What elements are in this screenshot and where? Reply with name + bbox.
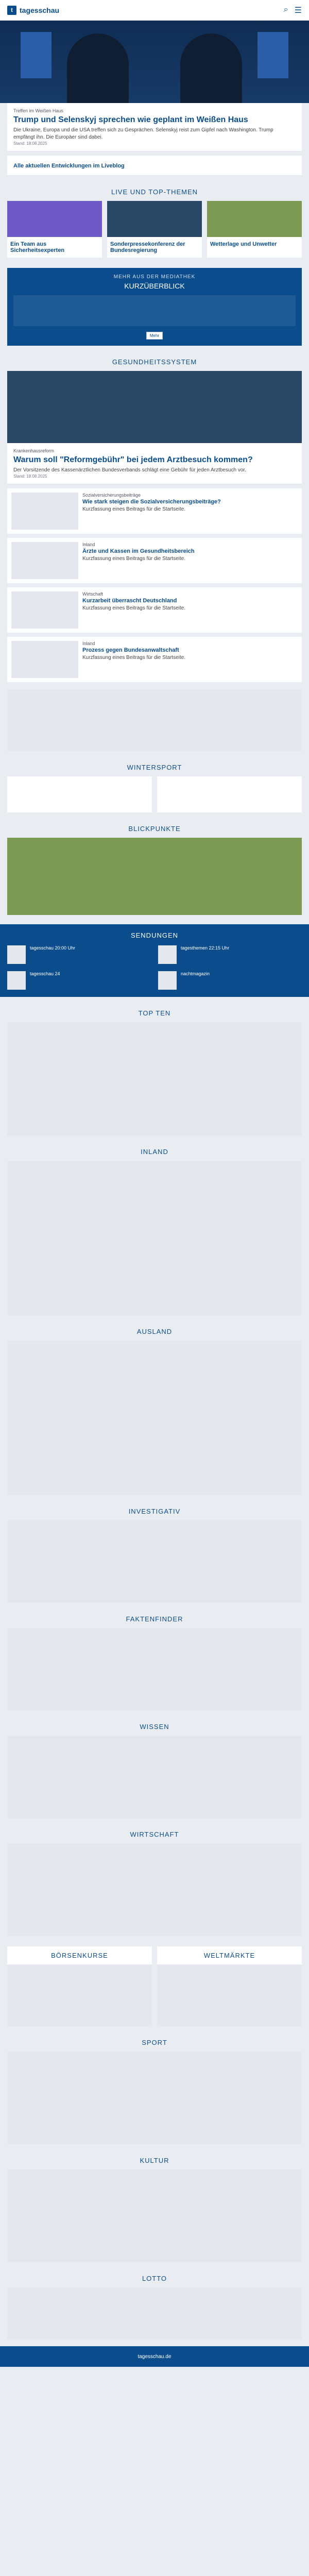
article-lead: Kurzfassung eines Beitrags für die Startseite. [82, 556, 186, 562]
weltmaerkte-box[interactable] [157, 1946, 302, 2026]
logo-icon: t [7, 6, 16, 15]
boersen-box[interactable] [7, 1946, 152, 2026]
article-lead: Kurzfassung eines Beitrags für die Startseite. [82, 655, 186, 660]
sendung-item[interactable] [7, 971, 151, 990]
wintersport-tile[interactable] [157, 776, 302, 812]
hero-lead: Die Ukraine, Europa und die USA treffen sich zu Gesprächen. Selenskyj reist zum Gipfel nach Washington. Trump empfängt ihn. Die Europäer sind dabei. [13, 127, 273, 140]
section-heading: INLAND [141, 1148, 168, 1156]
article-title[interactable]: Kurzarbeit überrascht Deutschland [82, 598, 177, 604]
menu-icon[interactable]: ☰ [294, 6, 302, 15]
article-dachzeile: Sozialversicherungsbeiträge [82, 493, 141, 498]
article-title[interactable]: Prozess gegen Bundesanwaltschaft [82, 647, 179, 653]
live-tile-label: Sonderpressekonferenz der Bundesregierung [110, 241, 185, 253]
gesundheit-card[interactable] [7, 371, 302, 484]
article-item[interactable] [7, 587, 302, 633]
article-item[interactable] [7, 637, 302, 682]
article-title[interactable]: Wie stark steigen die Sozialversicherungsbeiträge? [82, 499, 221, 505]
person-right [180, 33, 242, 103]
ticker-title: KURZÜBERBLICK [124, 282, 185, 290]
article-lead: Kurzfassung eines Beitrags für die Startseite. [82, 605, 186, 611]
article-item[interactable] [7, 488, 302, 534]
investigativ-list[interactable] [7, 1520, 302, 1603]
live-tile[interactable] [107, 201, 202, 258]
live-tile[interactable] [7, 201, 102, 258]
lotto-box[interactable] [7, 2287, 302, 2339]
live-thumb [107, 201, 202, 237]
live-thumb [207, 201, 302, 237]
article-thumb [11, 493, 78, 530]
ad-placeholder [7, 689, 302, 751]
article-dachzeile: Inland [82, 641, 95, 646]
flag-right [258, 32, 288, 78]
section-heading: SPORT [142, 2039, 167, 2046]
gesundheit-dachzeile: Krankenhausreform [13, 448, 55, 453]
article-thumb [11, 641, 78, 678]
article-dachzeile: Inland [82, 542, 95, 547]
section-heading: WIRTSCHAFT [130, 1831, 179, 1838]
section-heading: BLICKPUNKTE [128, 825, 181, 833]
liveblog-banner[interactable] [7, 156, 302, 176]
ticker-box [7, 268, 302, 346]
sendung-item[interactable] [158, 945, 302, 964]
boersen-heading: BÖRSENKURSE [51, 1952, 108, 1959]
flag-left [21, 32, 52, 78]
person-left [67, 33, 129, 103]
live-heading: LIVE UND TOP-THEMEN [111, 188, 198, 196]
logo-text: tagesschau [20, 6, 60, 14]
article-title[interactable]: Ärzte und Kassen im Gesundheitsbereich [82, 548, 195, 554]
wintersport-tile[interactable] [7, 776, 152, 812]
kultur-list[interactable] [7, 2170, 302, 2262]
section-heading: LOTTO [142, 2275, 167, 2282]
sendung-thumb [158, 971, 177, 990]
article-thumb [11, 542, 78, 579]
sport-list[interactable] [7, 2052, 302, 2144]
live-tile-label: Ein Team aus Sicherheitsexperten [10, 241, 65, 253]
section-heading: WISSEN [140, 1723, 169, 1731]
hero-dachzeile: Treffen im Weißen Haus [13, 108, 63, 113]
sendung-thumb [7, 971, 26, 990]
inland-list[interactable] [7, 1161, 302, 1315]
ticker-content [13, 295, 296, 326]
weltmaerkte-heading: WELTMÄRKTE [203, 1952, 255, 1959]
gesundheit-meta: Stand: 18.08.2025 [13, 474, 47, 479]
sendungen-section [0, 924, 309, 997]
search-icon[interactable]: ⌕ [283, 5, 288, 14]
live-thumb [7, 201, 102, 237]
article-lead: Kurzfassung eines Beitrags für die Startseite. [82, 506, 186, 512]
live-tiles [7, 201, 302, 258]
sendungen-heading: SENDUNGEN [130, 931, 179, 939]
footer: tagesschau.de [0, 2346, 309, 2367]
section-heading: FAKTENFINDER [126, 1615, 183, 1623]
sendung-item[interactable] [7, 945, 151, 964]
sendung-label: tagesthemen 22:15 Uhr [181, 945, 230, 951]
live-tile-label: Wetterlage und Unwetter [210, 241, 277, 247]
blickpunkte-image[interactable] [7, 838, 302, 915]
article-thumb [11, 591, 78, 629]
ticker-head: MEHR AUS DER MEDIATHEK [113, 274, 196, 280]
topten-list[interactable] [7, 1022, 302, 1136]
section-heading: AUSLAND [136, 1328, 173, 1335]
section-heading: WINTERSPORT [127, 764, 182, 771]
top-bar [0, 0, 309, 21]
sendung-label: nachtmagazin [181, 971, 210, 976]
hero-meta: Stand: 18.08.2025 [13, 141, 47, 146]
wintersport-row [7, 776, 302, 812]
section-heading: INVESTIGATIV [128, 1507, 181, 1515]
section-heading: KULTUR [140, 2157, 169, 2164]
sendung-thumb [7, 945, 26, 964]
logo[interactable] [7, 6, 59, 15]
article-dachzeile: Wirtschaft [82, 591, 104, 597]
gesundheit-title[interactable]: Warum soll "Reformgebühr" bei jedem Arztbesuch kommen? [13, 455, 253, 464]
gesundheit-image [7, 371, 302, 443]
faktenfinder-list[interactable] [7, 1628, 302, 1710]
section-heading: TOP TEN [138, 1009, 171, 1017]
ausland-list[interactable] [7, 1341, 302, 1495]
boersen-chart [7, 1964, 152, 2026]
sendung-label: tagesschau 20:00 Uhr [30, 945, 76, 951]
sendung-label: tagesschau 24 [30, 971, 60, 976]
live-tile[interactable] [207, 201, 302, 258]
sendung-thumb [158, 945, 177, 964]
weltmaerkte-chart [157, 1964, 302, 2026]
liveblog-link[interactable]: Alle aktuellen Entwicklungen im Liveblog [13, 163, 125, 169]
hero-title[interactable]: Trump und Selenskyj sprechen wie geplant im Weißen Haus [13, 115, 248, 124]
wirtschaft-list[interactable] [7, 1843, 302, 1936]
ticker-more-button[interactable]: Mehr [146, 332, 163, 340]
sendung-item[interactable] [158, 971, 302, 990]
hero-card[interactable] [7, 103, 302, 151]
article-item[interactable] [7, 538, 302, 583]
hero-image[interactable] [0, 21, 309, 103]
gesundheit-heading: GESUNDHEITSSYSTEM [112, 358, 197, 366]
gesundheit-lead: Der Vorsitzende des Kassenärztlichen Bundesverbands schlägt eine Gebühr für jeden Arztbesuch vor. [13, 467, 246, 473]
wissen-list[interactable] [7, 1736, 302, 1818]
